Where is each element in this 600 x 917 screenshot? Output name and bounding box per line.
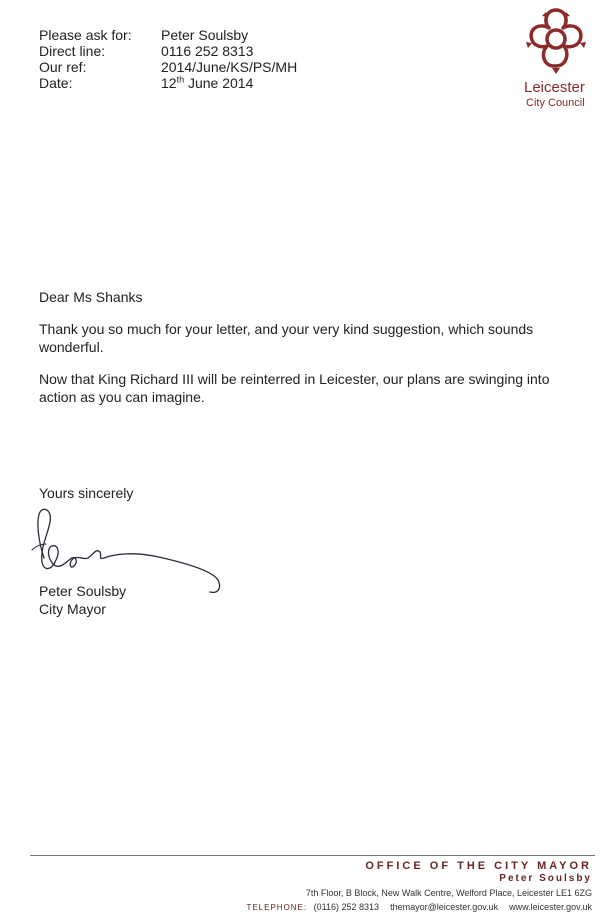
ref-value: Peter Soulsby [161, 27, 249, 43]
council-logo [520, 4, 592, 108]
signatory-name: Peter Soulsby [39, 583, 127, 599]
reference-block [39, 27, 297, 91]
date-value [161, 75, 253, 91]
footer-mayor: Peter Soulsby [499, 873, 592, 884]
closing: Yours sincerely [39, 485, 134, 501]
footer-contact [246, 902, 592, 912]
rose-icon [522, 4, 590, 76]
ref-label: Please ask for: [39, 27, 132, 43]
paragraph-2: Now that King Richard III will be reinterred in Leicester, our plans are swinging into action as you can imagine. [39, 371, 550, 405]
paragraph-1: Thank you so much for your letter, and your very kind suggestion, which sounds wonderful. [39, 321, 534, 355]
signatory-title: City Mayor [39, 601, 106, 617]
ref-row-date [39, 75, 297, 91]
telephone-number: (0116) 252 8313 [313, 902, 380, 912]
footer-divider [30, 855, 595, 856]
date-suffix: th [176, 74, 185, 85]
footer-address: 7th Floor, B Block, New Walk Centre, Welford Place, Leicester LE1 6ZG [305, 888, 592, 898]
date-rest: June 2014 [184, 75, 254, 91]
ref-row-contact [39, 27, 297, 43]
ref-value: 0116 252 8313 [161, 43, 254, 59]
ref-label: Our ref: [39, 59, 87, 75]
ref-row-our-ref [39, 59, 297, 75]
email-link[interactable]: themayor@leicester.gov.uk [390, 902, 499, 912]
footer-office: OFFICE OF THE CITY MAYOR [365, 860, 592, 872]
logo-subtitle: City Council [526, 97, 585, 109]
ref-row-direct-line [39, 43, 297, 59]
date-day: 12 [161, 75, 177, 91]
salutation: Dear Ms Shanks [39, 289, 143, 305]
logo-name: Leicester [524, 79, 585, 96]
ref-label: Date: [39, 75, 73, 91]
ref-value: 2014/June/KS/PS/MH [161, 59, 298, 75]
website-link[interactable]: www.leicester.gov.uk [509, 902, 592, 912]
telephone-label: TELEPHONE: [246, 903, 308, 912]
ref-label: Direct line: [39, 43, 106, 59]
